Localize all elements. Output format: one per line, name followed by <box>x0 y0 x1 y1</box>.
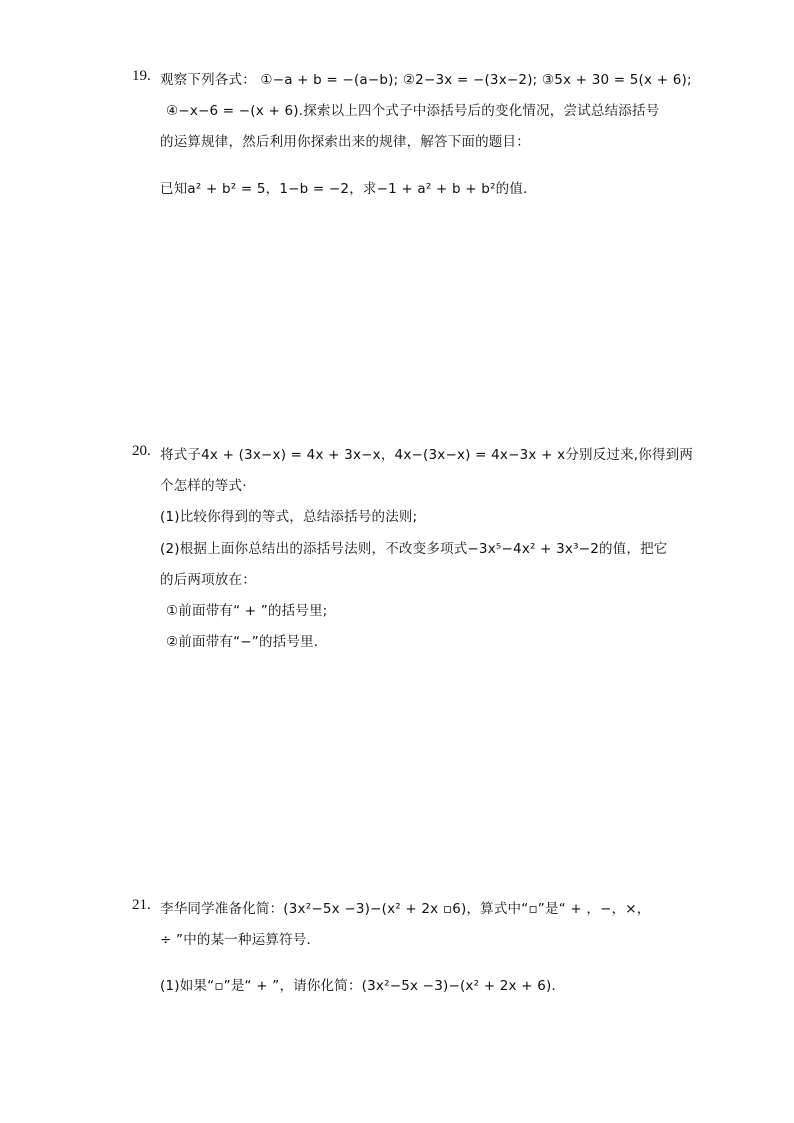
problem-number: 19. <box>132 68 151 84</box>
subquestion-1: (1)如果“▫”是“ + ”，请你化简：(3x²−5x −3)−(x² + 2x + 6)． <box>160 978 566 994</box>
problem-text-line: ④−x−6 = −(x + 6).探索以上四个式子中添括号后的变化情况，尝试总结添括号 <box>166 103 660 119</box>
subitem-2: ②前面带有“−”的括号里． <box>166 634 328 650</box>
problem-text-line: 将式子4x + (3x−x) = 4x + 3x−x，4x−(3x−x) = 4x−3x + x分别反过来,你得到两 <box>160 447 694 463</box>
problem-text-line: 李华同学准备化简：(3x²−5x −3)−(x² + 2x ▫6)，算式中“▫”是“ + ，−，×， <box>160 901 651 917</box>
problem-text-line: 观察下列各式： ①−a + b = −(a−b); ②2−3x = −(3x−2); ③5x + 30 = 5(x + 6); <box>160 72 692 88</box>
problem-number: 20. <box>132 443 151 459</box>
problem-question: 已知a² + b² = 5，1−b = −2，求−1 + a² + b + b²的值． <box>160 181 537 197</box>
subquestion-1: (1)比较你得到的等式，总结添括号的法则; <box>160 509 418 525</box>
subitem-1: ①前面带有“ + ”的括号里; <box>166 603 328 619</box>
problem-text-line: 的运算规律，然后利用你探索出来的规律，解答下面的题目： <box>160 134 530 150</box>
problem-number: 21. <box>132 897 151 913</box>
problem-text-line: 的后两项放在： <box>160 572 256 588</box>
problem-text-line: 个怎样的等式· <box>160 478 247 494</box>
problem-text-line: ÷ ”中的某一种运算符号． <box>160 932 321 948</box>
subquestion-2: (2)根据上面你总结出的添括号法则，不改变多项式−3x⁵−4x² + 3x³−2的值，把它 <box>160 541 668 557</box>
